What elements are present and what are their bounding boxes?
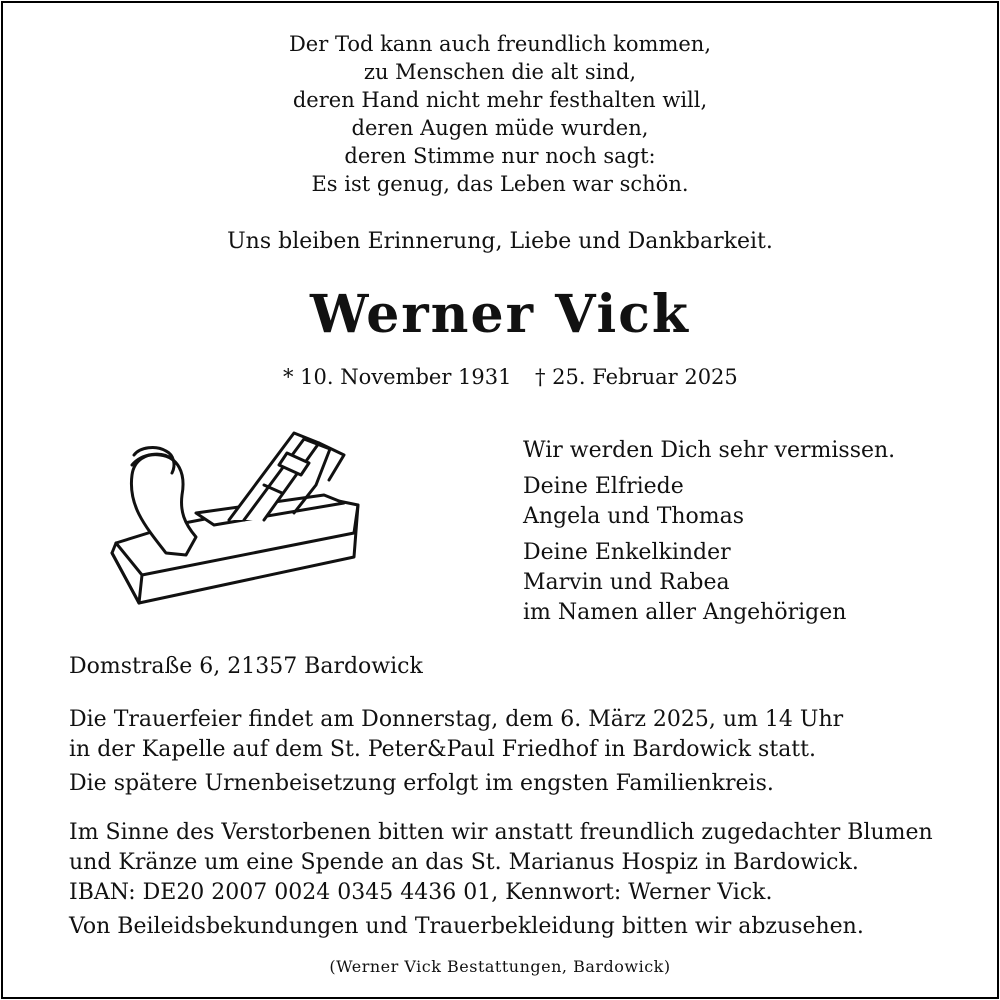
tagline: Uns bleiben Erinnerung, Liebe und Dankbarkeit. [227,229,773,254]
poem [0,30,1000,198]
family-line: Marvin und Rabea [523,570,730,595]
ceremony-line: Die Trauerfeier findet am Donnerstag, dem 6. März 2025, um 14 Uhr [69,707,844,732]
poem-line: deren Stimme nur noch sagt: [344,144,656,168]
family-line: im Namen aller Angehörigen [523,600,847,625]
family-line: Angela und Thomas [523,504,745,529]
ceremony-info [69,705,843,799]
address: Domstraße 6, 21357 Bardowick [69,654,423,679]
donation-line: IBAN: DE20 2007 0024 0345 4436 01, Kennwort: Werner Vick. [69,880,773,905]
birth-date: * 10. November 1931 [283,365,512,389]
donation-info [69,818,933,942]
ceremony-line: in der Kapelle auf dem St. Peter&Paul Friedhof in Bardowick statt. [69,737,816,762]
deceased-name: Werner Vick [310,284,690,345]
wood-plane-icon [104,425,366,610]
family-line: Deine Elfriede [523,474,684,499]
family-line: Deine Enkelkinder [523,540,731,565]
burial-note: Die spätere Urnenbeisetzung erfolgt im engsten Familienkreis. [69,771,774,796]
donation-line: und Kränze um eine Spende an das St. Marianus Hospiz in Bardowick. [69,850,859,875]
family-signature [523,436,895,634]
poem-line: Es ist genug, das Leben war schön. [311,172,689,196]
poem-line: deren Hand nicht mehr festhalten will, [292,88,708,112]
poem-line: deren Augen müde wurden, [351,116,649,140]
death-date: † 25. Februar 2025 [535,365,738,389]
poem-line: Der Tod kann auch freundlich kommen, [288,32,712,56]
poem-line: zu Menschen die alt sind, [363,60,637,84]
undertaker-credit: (Werner Vick Bestattungen, Bardowick) [329,957,671,976]
closing-note: Von Beileidsbekundungen und Trauerbekleidung bitten wir abzusehen. [69,914,864,939]
donation-line: Im Sinne des Verstorbenen bitten wir anstatt freundlich zugedachter Blumen [69,820,933,845]
family-message: Wir werden Dich sehr vermissen. [523,438,896,463]
